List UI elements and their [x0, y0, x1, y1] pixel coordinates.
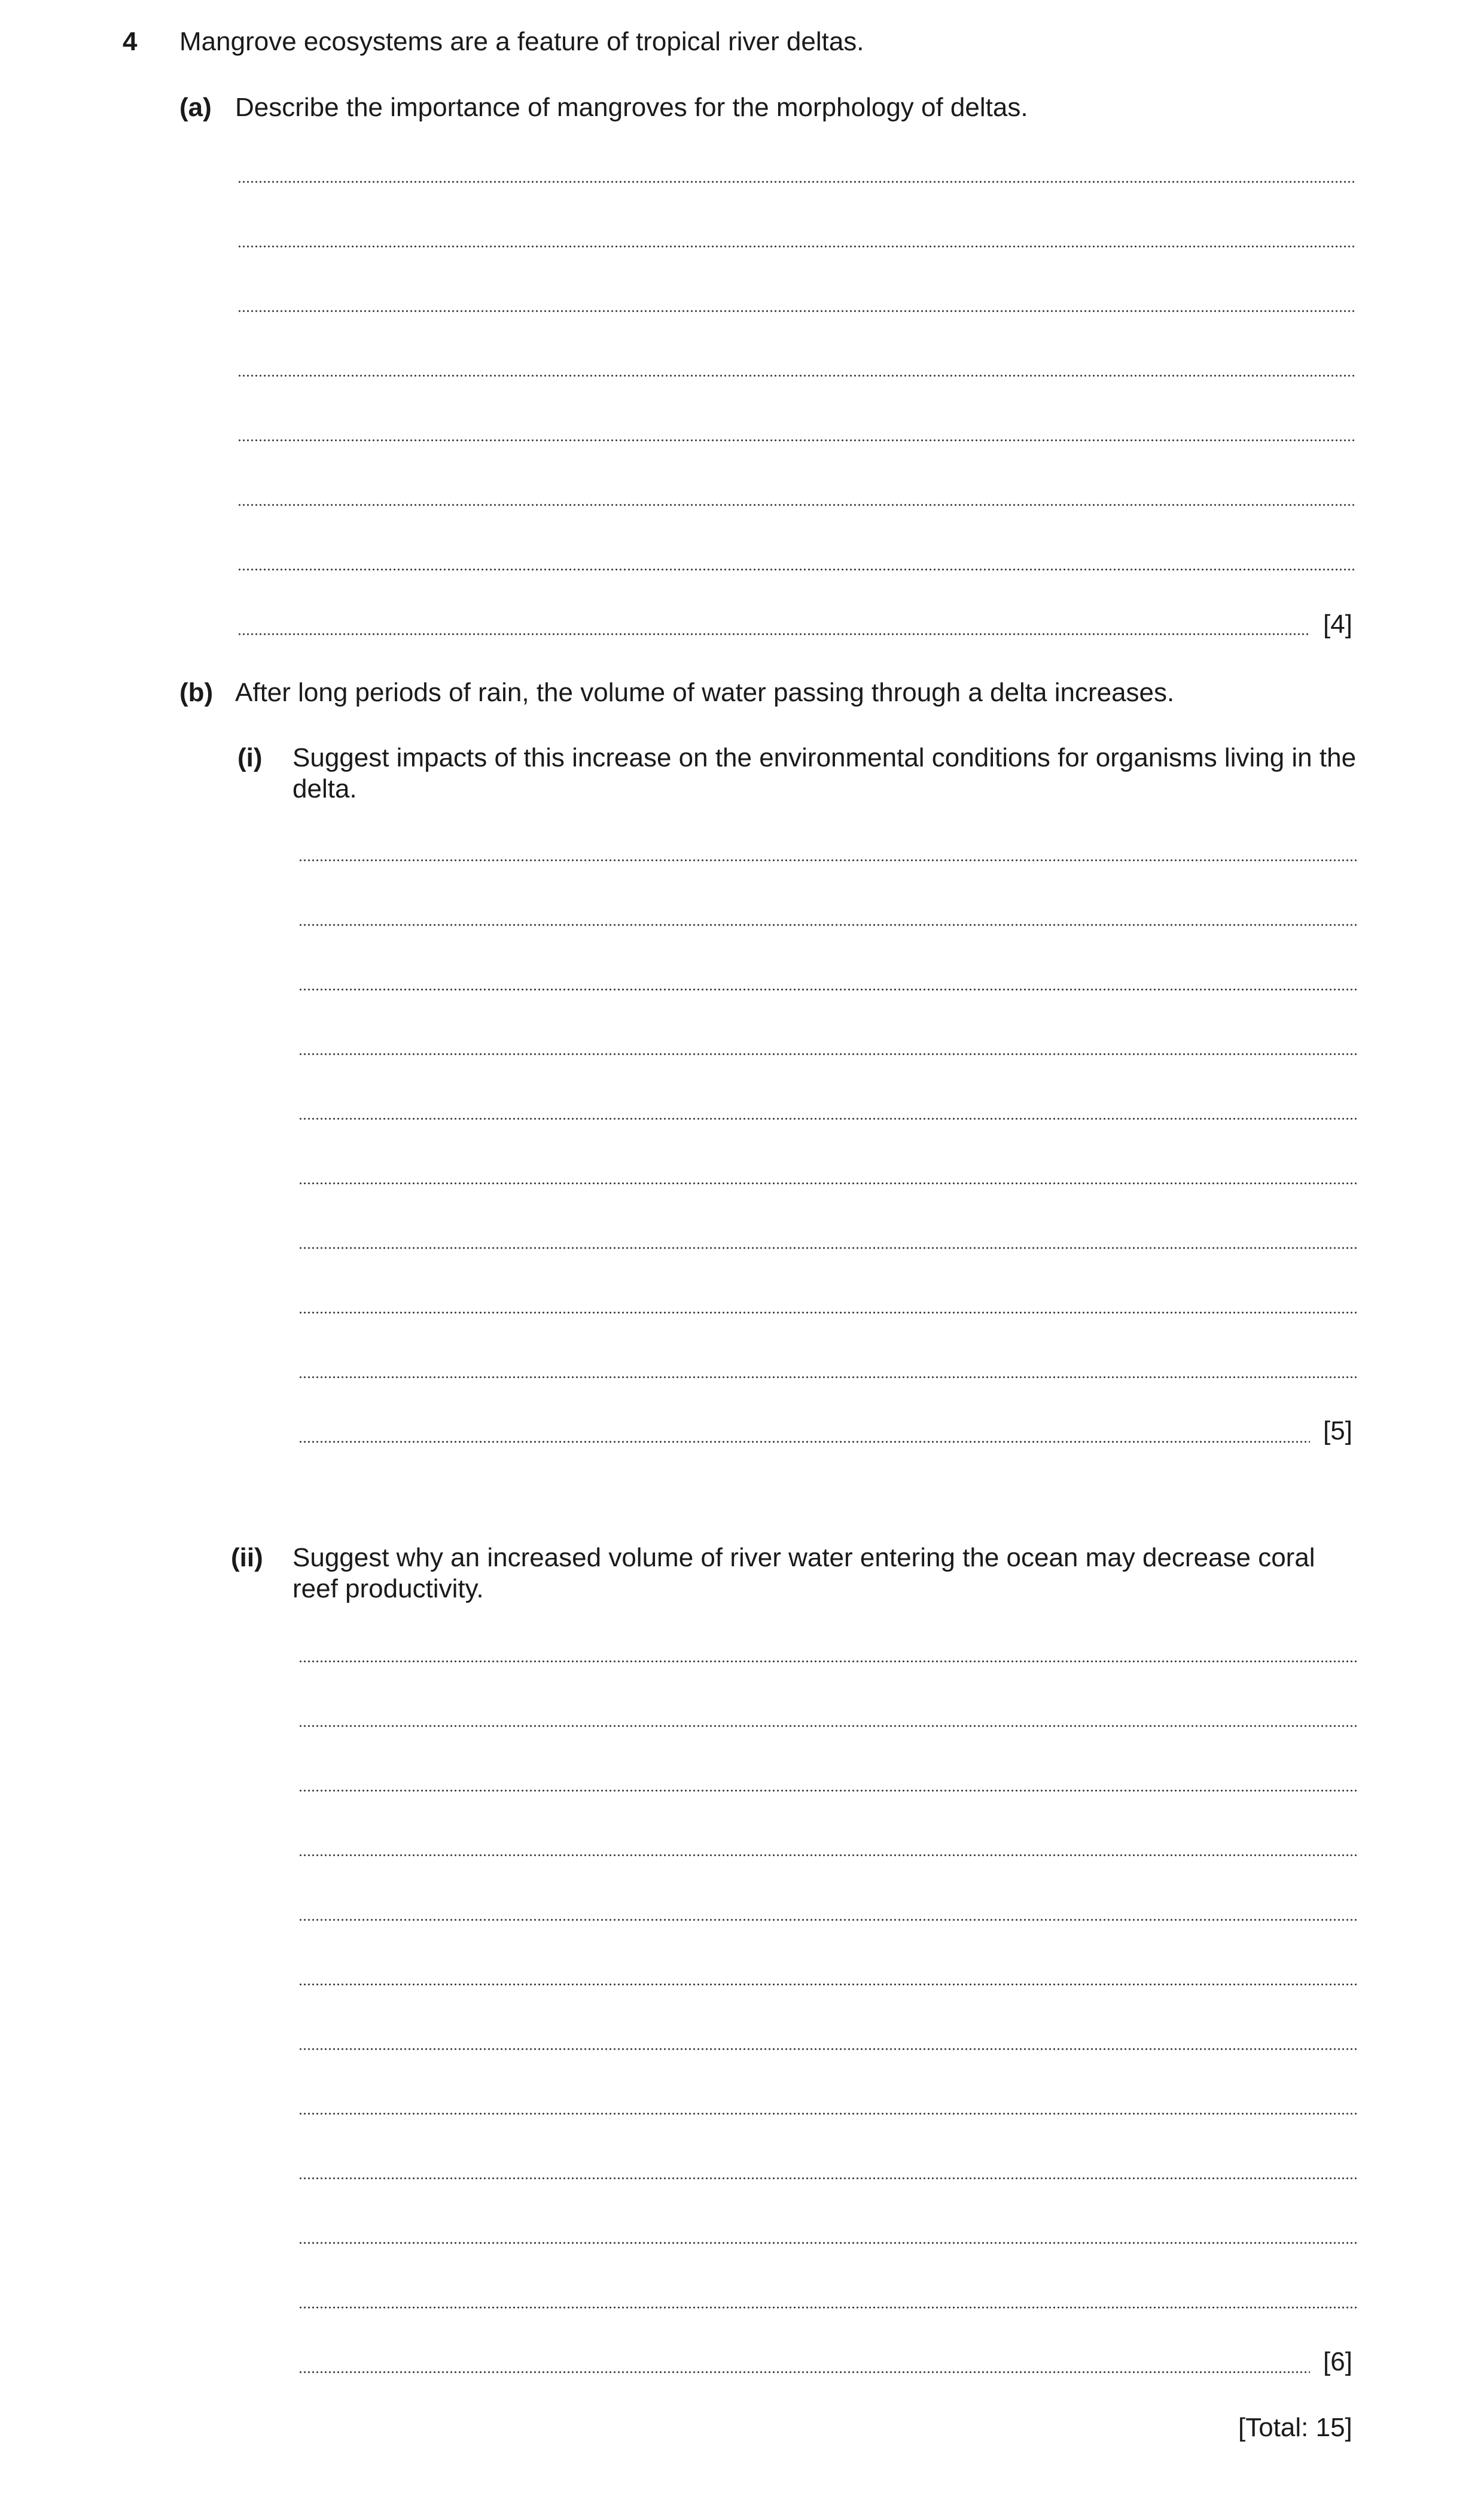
answer-line[interactable] [298, 1311, 1357, 1314]
answer-line[interactable] [298, 2306, 1357, 2309]
part-b-i-label: (i) [237, 743, 263, 772]
answer-line[interactable] [298, 1919, 1357, 1921]
question-number: 4 [123, 27, 138, 56]
answer-line[interactable] [237, 504, 1357, 506]
answer-line[interactable] [237, 181, 1357, 183]
answer-line[interactable] [298, 1789, 1357, 1792]
answer-line[interactable] [298, 1247, 1357, 1249]
answer-line[interactable] [298, 1983, 1357, 1986]
part-b-ii-label: (ii) [231, 1543, 263, 1572]
answer-line[interactable] [237, 310, 1357, 312]
answer-line[interactable] [298, 2242, 1357, 2244]
answer-line[interactable] [298, 1660, 1357, 1663]
answer-line[interactable] [237, 439, 1357, 442]
answer-line[interactable] [237, 245, 1357, 248]
part-b-i-prompt: Suggest impacts of this increase on the environmental conditions for organisms living in the delta. [292, 743, 1357, 803]
answer-line[interactable] [298, 1854, 1357, 1856]
answer-line[interactable] [298, 1725, 1357, 1727]
answer-line[interactable] [237, 568, 1357, 571]
total-marks: [Total: 15] [1238, 2413, 1352, 2442]
answer-line[interactable] [298, 859, 1357, 862]
part-b-label: (b) [179, 678, 214, 707]
answer-line[interactable] [237, 633, 1310, 635]
answer-line[interactable] [237, 375, 1357, 377]
question-stem: Mangrove ecosystems are a feature of tropical river deltas. [179, 27, 864, 56]
part-a-marks: [4] [1323, 610, 1352, 639]
part-b-prompt: After long periods of rain, the volume of water passing through a delta increases. [235, 678, 1175, 707]
answer-line[interactable] [298, 1441, 1310, 1443]
answer-line[interactable] [298, 988, 1357, 991]
answer-line[interactable] [298, 2371, 1310, 2373]
answer-line[interactable] [298, 1053, 1357, 1055]
part-b-ii-prompt: Suggest why an increased volume of river water entering the ocean may decrease coral reef productivity. [292, 1543, 1315, 1603]
answer-line[interactable] [298, 2177, 1357, 2180]
part-a-label: (a) [179, 93, 212, 122]
answer-line[interactable] [298, 2048, 1357, 2050]
part-b-i-marks: [5] [1323, 1416, 1352, 1445]
answer-line[interactable] [298, 1182, 1357, 1185]
part-b-ii-marks: [6] [1323, 2347, 1352, 2376]
part-a-prompt: Describe the importance of mangroves for the morphology of deltas. [235, 93, 1028, 122]
answer-line[interactable] [298, 924, 1357, 926]
answer-line[interactable] [298, 1376, 1357, 1378]
answer-line[interactable] [298, 2113, 1357, 2115]
answer-line[interactable] [298, 1118, 1357, 1120]
